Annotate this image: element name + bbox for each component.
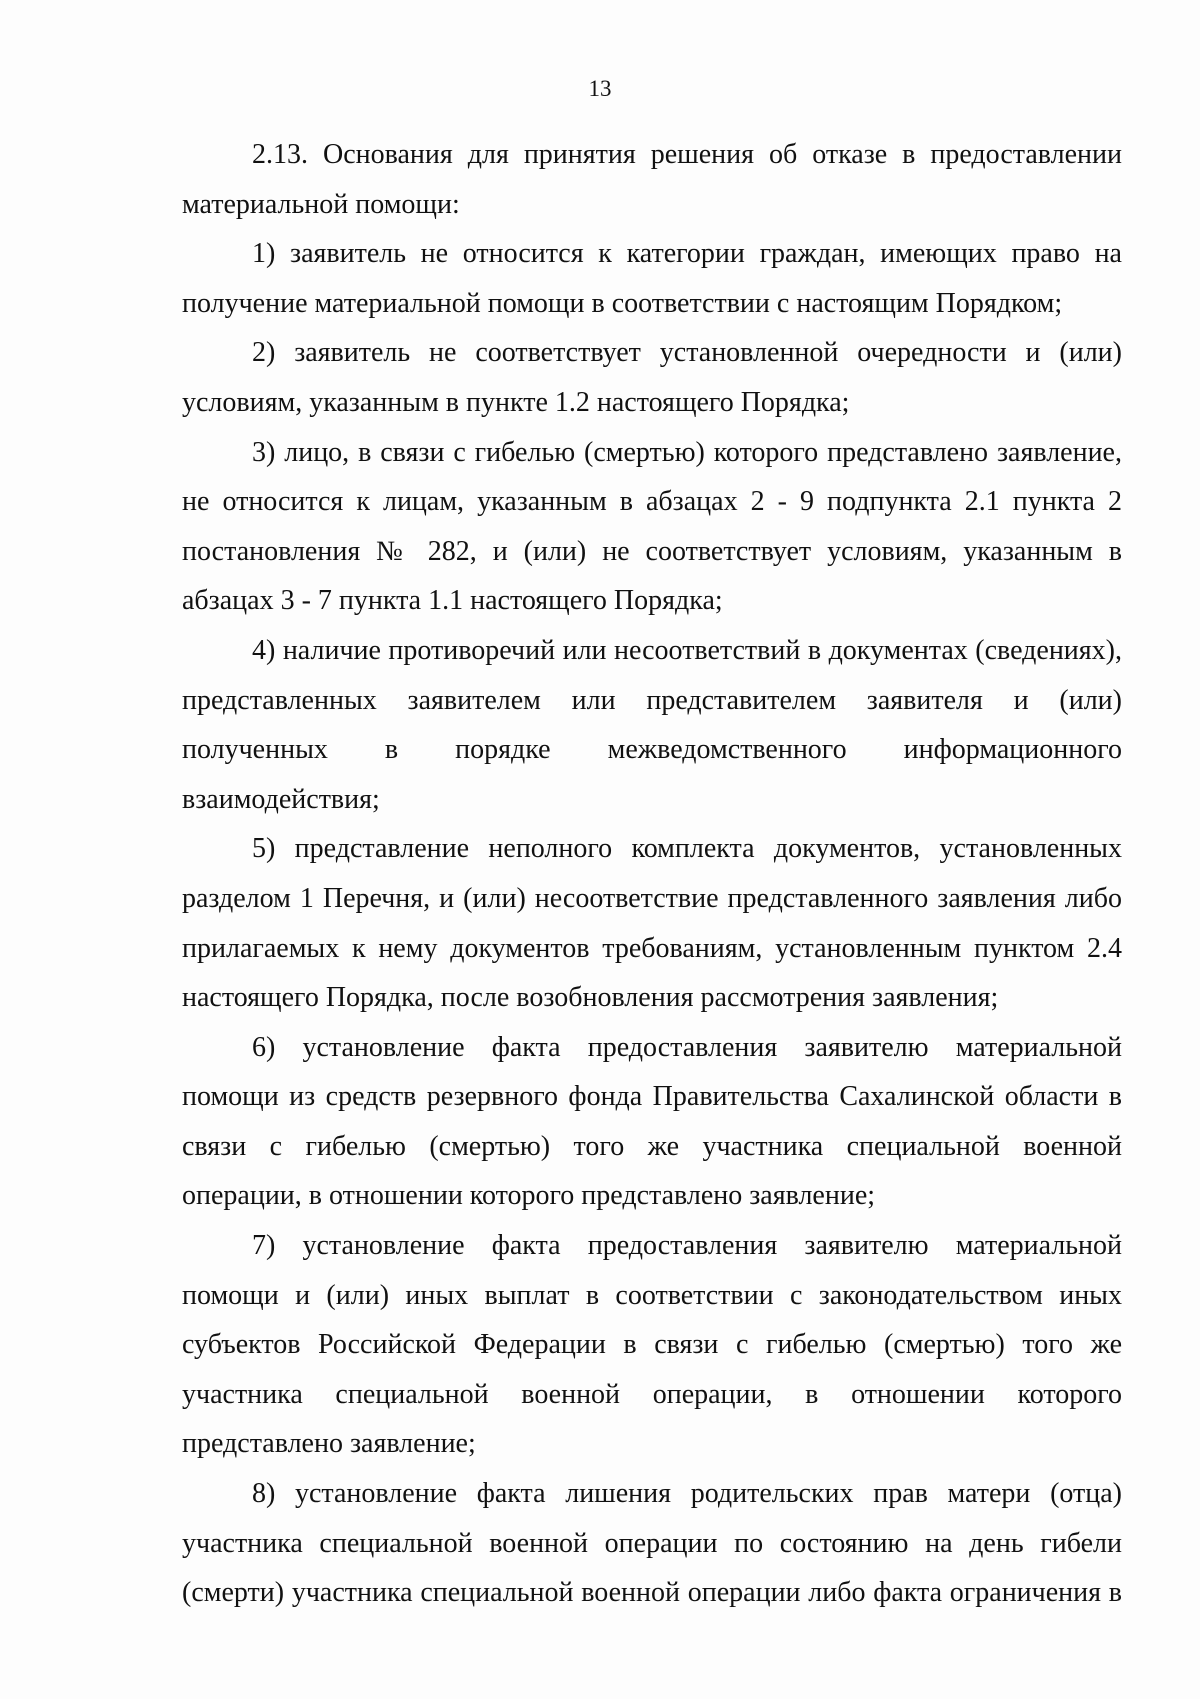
paragraph-item-7 <box>182 1221 1122 1469</box>
paragraph-last-line: получение материальной помощи в соответствии с настоящим Порядком; <box>182 287 1063 319</box>
paragraph-text: 6) установление факта предоставления заявителю материальной помощи из средств резервного фонда Правительства Сахалинской области в связи с гибелью (смертью) того же участника специальной военной <box>182 1031 1122 1162</box>
paragraph-last-line: представлено заявление; <box>182 1428 476 1460</box>
paragraph-item-6 <box>182 1023 1122 1221</box>
paragraph-2-13 <box>182 130 1122 229</box>
paragraph-last-line: условиям, указанным в пункте 1.2 настоящего Порядка; <box>182 386 850 418</box>
document-body <box>182 130 1122 1618</box>
paragraph-text: 5) представление неполного комплекта документов, установленных разделом 1 Перечня, и (или) несоответствие представленного заявления либо прилагаемых к нему документов требованиям, установленным пунктом 2.4 <box>182 833 1122 964</box>
page-number: 13 <box>588 76 612 101</box>
paragraph-text: 7) установление факта предоставления заявителю материальной помощи и (или) иных выплат в соответствии с законодательством иных субъектов Российской Федерации в связи с гибелью (смертью) того же участника специальной военной операции, в отношении которого <box>182 1230 1122 1410</box>
paragraph-last-line: взаимодействия; <box>182 783 380 815</box>
paragraph-item-8 <box>182 1469 1122 1618</box>
paragraph-item-1 <box>182 229 1122 328</box>
paragraph-text: 4) наличие противоречий или несоответствий в документах (сведениях), представленных заявителем или представителем заявителя и (или) полученных в порядке межведомственного информационного <box>182 634 1122 766</box>
paragraph-last-line: абзацах 3 - 7 пункта 1.1 настоящего Порядка; <box>182 585 723 617</box>
paragraph-item-3 <box>182 428 1122 626</box>
paragraph-last-line: настоящего Порядка, после возобновления рассмотрения заявления; <box>182 982 999 1014</box>
paragraph-text: 3) лицо, в связи с гибелью (смертью) которого представлено заявление, не относится к лицам, указанным в абзацах 2 - 9 подпункта 2.1 пункта 2 постановления № 282, и (или) не соответствует условиям, указанным в <box>182 436 1122 567</box>
paragraph-item-4 <box>182 626 1122 824</box>
paragraph-last-line: операции, в отношении которого представлено заявление; <box>182 1180 876 1212</box>
paragraph-last-line: материальной помощи: <box>182 188 460 220</box>
paragraph-item-5 <box>182 824 1122 1022</box>
paragraph-text: 2.13. Основания для принятия решения об отказе в предоставлении <box>252 139 1122 170</box>
paragraph-item-2 <box>182 328 1122 427</box>
paragraph-text: 2) заявитель не соответствует установленной очередности и (или) <box>252 337 1122 369</box>
paragraph-text: 8) установление факта лишения родительских прав матери (отца) участника специальной военной операции по состоянию на день гибели (смерти) участника специальной военной операции либо факта ограничения в <box>182 1478 1122 1609</box>
paragraph-text: 1) заявитель не относится к категории граждан, имеющих право на <box>252 238 1122 270</box>
